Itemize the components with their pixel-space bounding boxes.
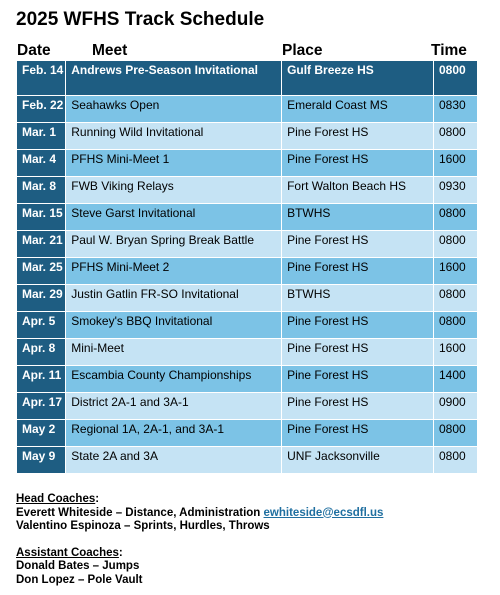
assistant-coaches-heading: Assistant Coaches [16, 546, 119, 559]
date-cell: Mar. 4 [17, 150, 66, 177]
place-cell: Pine Forest HS [282, 150, 434, 177]
meet-cell: Running Wild Invitational [66, 123, 282, 150]
time-cell: 0930 [433, 177, 477, 204]
time-cell: 0830 [433, 96, 477, 123]
date-cell: Feb. 22 [17, 96, 66, 123]
date-cell: Apr. 11 [17, 366, 66, 393]
meet-cell: Paul W. Bryan Spring Break Battle [66, 231, 282, 258]
meet-cell: PFHS Mini-Meet 1 [66, 150, 282, 177]
date-cell: Apr. 5 [17, 312, 66, 339]
place-cell: Pine Forest HS [282, 420, 434, 447]
time-cell: 0800 [433, 231, 477, 258]
meet-cell: Smokey's BBQ Invitational [66, 312, 282, 339]
place-cell: UNF Jacksonville [282, 447, 434, 474]
table-row [17, 393, 478, 420]
meet-cell: PFHS Mini-Meet 2 [66, 258, 282, 285]
time-cell: 0800 [433, 61, 477, 96]
time-cell: 1600 [433, 258, 477, 285]
head-coach-1-text: Everett Whiteside – Distance, Administration [16, 506, 261, 519]
table-row [17, 366, 478, 393]
time-cell: 0900 [433, 393, 477, 420]
time-cell: 0800 [433, 285, 477, 312]
table-row [17, 61, 478, 96]
meet-cell: District 2A-1 and 3A-1 [66, 393, 282, 420]
place-cell: Pine Forest HS [282, 339, 434, 366]
head-coaches-heading-line: Head Coaches: [16, 493, 100, 505]
time-cell: 1600 [433, 150, 477, 177]
table-row [17, 285, 478, 312]
meet-cell: Seahawks Open [66, 96, 282, 123]
page-title: 2025 WFHS Track Schedule [16, 9, 265, 30]
coaches-section [16, 493, 383, 587]
time-cell: 0800 [433, 447, 477, 474]
date-cell: May 9 [17, 447, 66, 474]
head-coach-1 [16, 507, 383, 521]
table-row [17, 312, 478, 339]
place-cell: BTWHS [282, 285, 434, 312]
date-cell: Mar. 25 [17, 258, 66, 285]
date-cell: Mar. 29 [17, 285, 66, 312]
time-cell: 0800 [433, 312, 477, 339]
date-cell: Apr. 17 [17, 393, 66, 420]
column-header-place: Place [282, 42, 323, 59]
date-cell: Mar. 1 [17, 123, 66, 150]
date-cell: Mar. 8 [17, 177, 66, 204]
table-row [17, 123, 478, 150]
table-row [17, 96, 478, 123]
table-row [17, 339, 478, 366]
table-row [17, 177, 478, 204]
place-cell: Pine Forest HS [282, 123, 434, 150]
table-row [17, 258, 478, 285]
assistant-coaches-heading-line: Assistant Coaches: [16, 546, 123, 559]
place-cell: Pine Forest HS [282, 312, 434, 339]
meet-cell: Andrews Pre-Season Invitational [66, 61, 282, 96]
assistant-coach-1: Donald Bates – Jumps [16, 560, 140, 572]
schedule-body [17, 61, 478, 474]
meet-cell: Mini-Meet [66, 339, 282, 366]
table-row [17, 420, 478, 447]
column-header-meet: Meet [92, 42, 128, 59]
place-cell: BTWHS [282, 204, 434, 231]
column-header-date: Date [17, 42, 51, 59]
head-coaches-heading: Head Coaches [16, 493, 96, 505]
place-cell: Gulf Breeze HS [282, 61, 434, 96]
meet-cell: Steve Garst Invitational [66, 204, 282, 231]
date-cell: Mar. 15 [17, 204, 66, 231]
email-link[interactable]: ewhiteside@ecsdfl.us [263, 506, 384, 519]
meet-cell: Escambia County Championships [66, 366, 282, 393]
time-cell: 1400 [433, 366, 477, 393]
place-cell: Pine Forest HS [282, 393, 434, 420]
place-cell: Pine Forest HS [282, 258, 434, 285]
table-row [17, 231, 478, 258]
schedule-table [16, 60, 478, 474]
time-cell: 1600 [433, 339, 477, 366]
column-header-time: Time [431, 42, 467, 59]
time-cell: 0800 [433, 204, 477, 231]
meet-cell: Regional 1A, 2A-1, and 3A-1 [66, 420, 282, 447]
assistant-coach-2: Don Lopez – Pole Vault [16, 573, 143, 586]
meet-cell: Justin Gatlin FR-SO Invitational [66, 285, 282, 312]
date-cell: Apr. 8 [17, 339, 66, 366]
table-row [17, 447, 478, 474]
date-cell: Mar. 21 [17, 231, 66, 258]
place-cell: Fort Walton Beach HS [282, 177, 434, 204]
meet-cell: FWB Viking Relays [66, 177, 282, 204]
table-row [17, 204, 478, 231]
time-cell: 0800 [433, 123, 477, 150]
place-cell: Pine Forest HS [282, 366, 434, 393]
table-row [17, 150, 478, 177]
place-cell: Emerald Coast MS [282, 96, 434, 123]
date-cell: Feb. 14 [17, 61, 66, 96]
time-cell: 0800 [433, 420, 477, 447]
date-cell: May 2 [17, 420, 66, 447]
meet-cell: State 2A and 3A [66, 447, 282, 474]
head-coach-2: Valentino Espinoza – Sprints, Hurdles, Throws [16, 520, 270, 532]
place-cell: Pine Forest HS [282, 231, 434, 258]
